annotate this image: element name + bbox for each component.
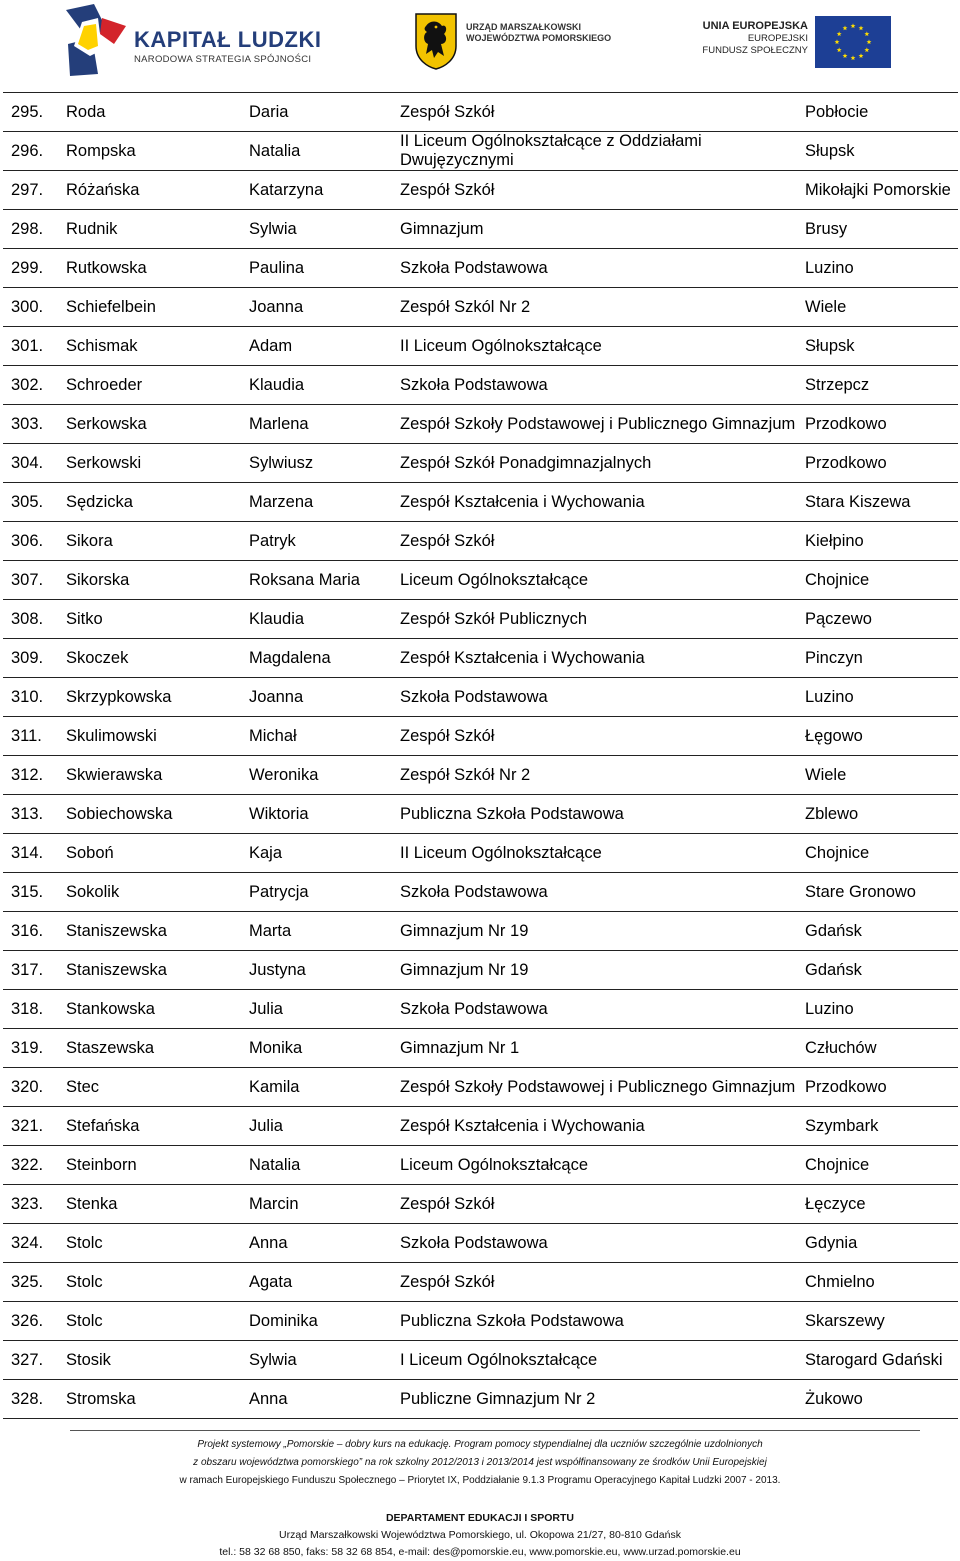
ue-line2: EUROPEJSKI bbox=[747, 33, 808, 44]
school-cell: Gimnazjum Nr 1 bbox=[394, 1029, 799, 1068]
school-cell: Szkoła Podstawowa bbox=[394, 990, 799, 1029]
locality-cell: Chmielno bbox=[799, 1263, 958, 1302]
school-cell: Zespół Szkół bbox=[394, 1263, 799, 1302]
surname-cell: Serkowska bbox=[60, 405, 243, 444]
surname-cell: Rudnik bbox=[60, 210, 243, 249]
table-row bbox=[3, 1068, 958, 1107]
row-number-cell: 325. bbox=[3, 1263, 60, 1302]
first-name-cell: Joanna bbox=[243, 678, 394, 717]
surname-cell: Sokolik bbox=[60, 873, 243, 912]
school-cell: Zespół Szkół bbox=[394, 1185, 799, 1224]
first-name-cell: Klaudia bbox=[243, 600, 394, 639]
row-number-cell: 320. bbox=[3, 1068, 60, 1107]
table-row bbox=[3, 210, 958, 249]
surname-cell: Stromska bbox=[60, 1380, 243, 1419]
table-row bbox=[3, 873, 958, 912]
footer-dept-title: DEPARTAMENT EDUKACJI I SPORTU bbox=[385, 1512, 575, 1524]
footer-dept-address: Urząd Marszałkowski Województwa Pomorskiego, ul. Okopowa 21/27, 80-810 Gdańsk bbox=[279, 1529, 681, 1541]
kapital-title: KAPITAŁ LUDZKI bbox=[134, 27, 322, 52]
table-row bbox=[3, 639, 958, 678]
row-number-cell: 310. bbox=[3, 678, 60, 717]
kapital-ludzki-logo bbox=[62, 4, 322, 78]
locality-cell: Mikołajki Pomorskie bbox=[799, 171, 958, 210]
table-row bbox=[3, 1341, 958, 1380]
school-cell: Zespół Szkoły Podstawowej i Publicznego Gimnazjum bbox=[394, 405, 799, 444]
table-row bbox=[3, 717, 958, 756]
table-row bbox=[3, 912, 958, 951]
table-row bbox=[3, 1107, 958, 1146]
first-name-cell: Patrycja bbox=[243, 873, 394, 912]
surname-cell: Stolc bbox=[60, 1263, 243, 1302]
first-name-cell: Sylwiusz bbox=[243, 444, 394, 483]
surname-cell: Skrzypkowska bbox=[60, 678, 243, 717]
surname-cell: Sitko bbox=[60, 600, 243, 639]
first-name-cell: Julia bbox=[243, 1107, 394, 1146]
locality-cell: Pobłocie bbox=[799, 93, 958, 132]
surname-cell: Sobiechowska bbox=[60, 795, 243, 834]
locality-cell: Strzepcz bbox=[799, 366, 958, 405]
footer-project-line1: Projekt systemowy „Pomorskie – dobry kurs na edukację. Program pomocy stypendialnej dla uczniów szczególnie uzdolnionych bbox=[197, 1439, 763, 1450]
locality-cell: Człuchów bbox=[799, 1029, 958, 1068]
table-row bbox=[3, 1185, 958, 1224]
table-row bbox=[3, 444, 958, 483]
locality-cell: Słupsk bbox=[799, 327, 958, 366]
first-name-cell: Patryk bbox=[243, 522, 394, 561]
school-cell: Szkoła Podstawowa bbox=[394, 873, 799, 912]
footer-department bbox=[0, 1510, 960, 1561]
first-name-cell: Adam bbox=[243, 327, 394, 366]
school-cell: II Liceum Ogólnokształcące z Oddziałami Dwujęzycznymi bbox=[394, 132, 799, 171]
school-cell: Zespół Szkół bbox=[394, 717, 799, 756]
footer-project-note bbox=[0, 1436, 960, 1490]
first-name-cell: Marcin bbox=[243, 1185, 394, 1224]
school-cell: Zespół Szkól Nr 2 bbox=[394, 288, 799, 327]
locality-cell: Łęgowo bbox=[799, 717, 958, 756]
first-name-cell: Michał bbox=[243, 717, 394, 756]
pomorskie-griffin-crest-icon bbox=[414, 12, 458, 70]
school-cell: Gimnazjum Nr 19 bbox=[394, 912, 799, 951]
row-number-cell: 295. bbox=[3, 93, 60, 132]
surname-cell: Roda bbox=[60, 93, 243, 132]
first-name-cell: Kamila bbox=[243, 1068, 394, 1107]
school-cell: Zespół Kształcenia i Wychowania bbox=[394, 483, 799, 522]
table-row bbox=[3, 288, 958, 327]
school-cell: Zespół Kształcenia i Wychowania bbox=[394, 1107, 799, 1146]
row-number-cell: 324. bbox=[3, 1224, 60, 1263]
surname-cell: Staniszewska bbox=[60, 912, 243, 951]
table-row bbox=[3, 1263, 958, 1302]
surname-cell: Stenka bbox=[60, 1185, 243, 1224]
locality-cell: Starogard Gdański bbox=[799, 1341, 958, 1380]
row-number-cell: 297. bbox=[3, 171, 60, 210]
school-cell: Zespół Szkół Nr 2 bbox=[394, 756, 799, 795]
table-row bbox=[3, 1029, 958, 1068]
surname-cell: Rutkowska bbox=[60, 249, 243, 288]
school-cell: Szkoła Podstawowa bbox=[394, 366, 799, 405]
first-name-cell: Dominika bbox=[243, 1302, 394, 1341]
row-number-cell: 299. bbox=[3, 249, 60, 288]
row-number-cell: 312. bbox=[3, 756, 60, 795]
school-cell: II Liceum Ogólnokształcące bbox=[394, 834, 799, 873]
surname-cell: Staszewska bbox=[60, 1029, 243, 1068]
row-number-cell: 305. bbox=[3, 483, 60, 522]
first-name-cell: Agata bbox=[243, 1263, 394, 1302]
surname-cell: Skoczek bbox=[60, 639, 243, 678]
school-cell: Gimnazjum Nr 19 bbox=[394, 951, 799, 990]
row-number-cell: 327. bbox=[3, 1341, 60, 1380]
first-name-cell: Anna bbox=[243, 1380, 394, 1419]
school-cell: Publiczna Szkoła Podstawowa bbox=[394, 795, 799, 834]
school-cell: II Liceum Ogólnokształcące bbox=[394, 327, 799, 366]
eu-logo bbox=[700, 16, 900, 72]
scholarship-list-table bbox=[3, 92, 958, 1419]
table-row bbox=[3, 1224, 958, 1263]
first-name-cell: Julia bbox=[243, 990, 394, 1029]
locality-cell: Luzino bbox=[799, 678, 958, 717]
footer-dept-contact: tel.: 58 32 68 850, faks: 58 32 68 854, e-mail: des@pomorskie.eu, www.pomorskie.eu, www.urzad.pomorskie.eu bbox=[219, 1546, 741, 1558]
school-cell: Zespół Szkół Publicznych bbox=[394, 600, 799, 639]
first-name-cell: Wiktoria bbox=[243, 795, 394, 834]
first-name-cell: Klaudia bbox=[243, 366, 394, 405]
first-name-cell: Monika bbox=[243, 1029, 394, 1068]
first-name-cell: Kaja bbox=[243, 834, 394, 873]
first-name-cell: Paulina bbox=[243, 249, 394, 288]
first-name-cell: Justyna bbox=[243, 951, 394, 990]
surname-cell: Serkowski bbox=[60, 444, 243, 483]
school-cell: I Liceum Ogólnokształcące bbox=[394, 1341, 799, 1380]
table-row bbox=[3, 522, 958, 561]
first-name-cell: Anna bbox=[243, 1224, 394, 1263]
locality-cell: Skarszewy bbox=[799, 1302, 958, 1341]
locality-cell: Zblewo bbox=[799, 795, 958, 834]
surname-cell: Schiefelbein bbox=[60, 288, 243, 327]
pomorskie-line2: WOJEWÓDZTWA POMORSKIEGO bbox=[466, 33, 612, 43]
header-logos bbox=[0, 0, 960, 85]
first-name-cell: Sylwia bbox=[243, 1341, 394, 1380]
table-row bbox=[3, 756, 958, 795]
school-cell: Zespół Szkół bbox=[394, 171, 799, 210]
table-row bbox=[3, 405, 958, 444]
row-number-cell: 321. bbox=[3, 1107, 60, 1146]
locality-cell: Luzino bbox=[799, 249, 958, 288]
table-row bbox=[3, 795, 958, 834]
locality-cell: Chojnice bbox=[799, 1146, 958, 1185]
first-name-cell: Roksana Maria bbox=[243, 561, 394, 600]
row-number-cell: 319. bbox=[3, 1029, 60, 1068]
locality-cell: Stara Kiszewa bbox=[799, 483, 958, 522]
row-number-cell: 313. bbox=[3, 795, 60, 834]
locality-cell: Chojnice bbox=[799, 834, 958, 873]
surname-cell: Sikorska bbox=[60, 561, 243, 600]
school-cell: Liceum Ogólnokształcące bbox=[394, 1146, 799, 1185]
row-number-cell: 303. bbox=[3, 405, 60, 444]
row-number-cell: 309. bbox=[3, 639, 60, 678]
ue-line1: UNIA EUROPEJSKA bbox=[702, 20, 808, 32]
row-number-cell: 314. bbox=[3, 834, 60, 873]
school-cell: Szkoła Podstawowa bbox=[394, 1224, 799, 1263]
school-cell: Publiczna Szkoła Podstawowa bbox=[394, 1302, 799, 1341]
row-number-cell: 328. bbox=[3, 1380, 60, 1419]
table-row bbox=[3, 1380, 958, 1419]
surname-cell: Stolc bbox=[60, 1224, 243, 1263]
table-row bbox=[3, 93, 958, 132]
locality-cell: Stare Gronowo bbox=[799, 873, 958, 912]
pomorskie-logo bbox=[414, 12, 614, 72]
row-number-cell: 317. bbox=[3, 951, 60, 990]
first-name-cell: Sylwia bbox=[243, 210, 394, 249]
row-number-cell: 307. bbox=[3, 561, 60, 600]
footer-project-line3: w ramach Europejskiego Funduszu Społecznego – Priorytet IX, Poddziałanie 9.1.3 Programu Operacyjnego Kapitał Ludzki 2007 - 2013. bbox=[179, 1475, 781, 1486]
surname-cell: Skwierawska bbox=[60, 756, 243, 795]
locality-cell: Wiele bbox=[799, 288, 958, 327]
first-name-cell: Marta bbox=[243, 912, 394, 951]
table-row bbox=[3, 600, 958, 639]
table-row bbox=[3, 990, 958, 1029]
row-number-cell: 300. bbox=[3, 288, 60, 327]
table-row bbox=[3, 249, 958, 288]
surname-cell: Stefańska bbox=[60, 1107, 243, 1146]
table-row bbox=[3, 1302, 958, 1341]
first-name-cell: Daria bbox=[243, 93, 394, 132]
table-row bbox=[3, 132, 958, 171]
table-row bbox=[3, 483, 958, 522]
row-number-cell: 308. bbox=[3, 600, 60, 639]
row-number-cell: 296. bbox=[3, 132, 60, 171]
row-number-cell: 316. bbox=[3, 912, 60, 951]
surname-cell: Staniszewska bbox=[60, 951, 243, 990]
school-cell: Zespół Kształcenia i Wychowania bbox=[394, 639, 799, 678]
row-number-cell: 301. bbox=[3, 327, 60, 366]
first-name-cell: Magdalena bbox=[243, 639, 394, 678]
footer-divider bbox=[70, 1430, 920, 1431]
first-name-cell: Natalia bbox=[243, 1146, 394, 1185]
surname-cell: Schismak bbox=[60, 327, 243, 366]
first-name-cell: Weronika bbox=[243, 756, 394, 795]
surname-cell: Stankowska bbox=[60, 990, 243, 1029]
surname-cell: Stosik bbox=[60, 1341, 243, 1380]
row-number-cell: 302. bbox=[3, 366, 60, 405]
surname-cell: Sędzicka bbox=[60, 483, 243, 522]
locality-cell: Gdańsk bbox=[799, 951, 958, 990]
locality-cell: Luzino bbox=[799, 990, 958, 1029]
school-cell: Liceum Ogólnokształcące bbox=[394, 561, 799, 600]
locality-cell: Szymbark bbox=[799, 1107, 958, 1146]
row-number-cell: 315. bbox=[3, 873, 60, 912]
first-name-cell: Marzena bbox=[243, 483, 394, 522]
locality-cell: Przodkowo bbox=[799, 1068, 958, 1107]
school-cell: Zespół Szkół bbox=[394, 522, 799, 561]
school-cell: Zespół Szkół bbox=[394, 93, 799, 132]
row-number-cell: 323. bbox=[3, 1185, 60, 1224]
eu-flag-icon bbox=[815, 16, 891, 68]
row-number-cell: 306. bbox=[3, 522, 60, 561]
first-name-cell: Marlena bbox=[243, 405, 394, 444]
locality-cell: Wiele bbox=[799, 756, 958, 795]
surname-cell: Różańska bbox=[60, 171, 243, 210]
locality-cell: Kiełpino bbox=[799, 522, 958, 561]
locality-cell: Przodkowo bbox=[799, 444, 958, 483]
row-number-cell: 311. bbox=[3, 717, 60, 756]
table-body bbox=[3, 93, 958, 1419]
surname-cell: Rompska bbox=[60, 132, 243, 171]
table-row bbox=[3, 171, 958, 210]
locality-cell: Żukowo bbox=[799, 1380, 958, 1419]
ue-line3: FUNDUSZ SPOŁECZNY bbox=[702, 45, 808, 56]
table-row bbox=[3, 561, 958, 600]
school-cell: Zespół Szkół Ponadgimnazjalnych bbox=[394, 444, 799, 483]
kapital-subtitle: NARODOWA STRATEGIA SPÓJNOŚCI bbox=[134, 54, 312, 65]
row-number-cell: 326. bbox=[3, 1302, 60, 1341]
surname-cell: Stec bbox=[60, 1068, 243, 1107]
locality-cell: Słupsk bbox=[799, 132, 958, 171]
school-cell: Publiczne Gimnazjum Nr 2 bbox=[394, 1380, 799, 1419]
surname-cell: Skulimowski bbox=[60, 717, 243, 756]
row-number-cell: 298. bbox=[3, 210, 60, 249]
surname-cell: Schroeder bbox=[60, 366, 243, 405]
row-number-cell: 304. bbox=[3, 444, 60, 483]
surname-cell: Sikora bbox=[60, 522, 243, 561]
row-number-cell: 322. bbox=[3, 1146, 60, 1185]
school-cell: Szkoła Podstawowa bbox=[394, 249, 799, 288]
school-cell: Zespół Szkoły Podstawowej i Publicznego Gimnazjum bbox=[394, 1068, 799, 1107]
locality-cell: Gdynia bbox=[799, 1224, 958, 1263]
locality-cell: Chojnice bbox=[799, 561, 958, 600]
table-row bbox=[3, 327, 958, 366]
locality-cell: Łęczyce bbox=[799, 1185, 958, 1224]
surname-cell: Stolc bbox=[60, 1302, 243, 1341]
row-number-cell: 318. bbox=[3, 990, 60, 1029]
locality-cell: Pączewo bbox=[799, 600, 958, 639]
table-row bbox=[3, 678, 958, 717]
surname-cell: Soboń bbox=[60, 834, 243, 873]
school-cell: Gimnazjum bbox=[394, 210, 799, 249]
locality-cell: Gdańsk bbox=[799, 912, 958, 951]
table-row bbox=[3, 1146, 958, 1185]
first-name-cell: Katarzyna bbox=[243, 171, 394, 210]
footer-project-line2: z obszaru województwa pomorskiego” na rok szkolny 2012/2013 i 2013/2014 jest współfinansowany ze środków Unii Europejskiej bbox=[193, 1457, 767, 1468]
table-row bbox=[3, 834, 958, 873]
first-name-cell: Natalia bbox=[243, 132, 394, 171]
surname-cell: Steinborn bbox=[60, 1146, 243, 1185]
kapital-ludzki-star-icon bbox=[62, 4, 128, 78]
locality-cell: Pinczyn bbox=[799, 639, 958, 678]
table-row bbox=[3, 366, 958, 405]
pomorskie-line1: URZĄD MARSZAŁKOWSKI bbox=[466, 22, 581, 32]
locality-cell: Przodkowo bbox=[799, 405, 958, 444]
first-name-cell: Joanna bbox=[243, 288, 394, 327]
school-cell: Szkoła Podstawowa bbox=[394, 678, 799, 717]
table-row bbox=[3, 951, 958, 990]
locality-cell: Brusy bbox=[799, 210, 958, 249]
